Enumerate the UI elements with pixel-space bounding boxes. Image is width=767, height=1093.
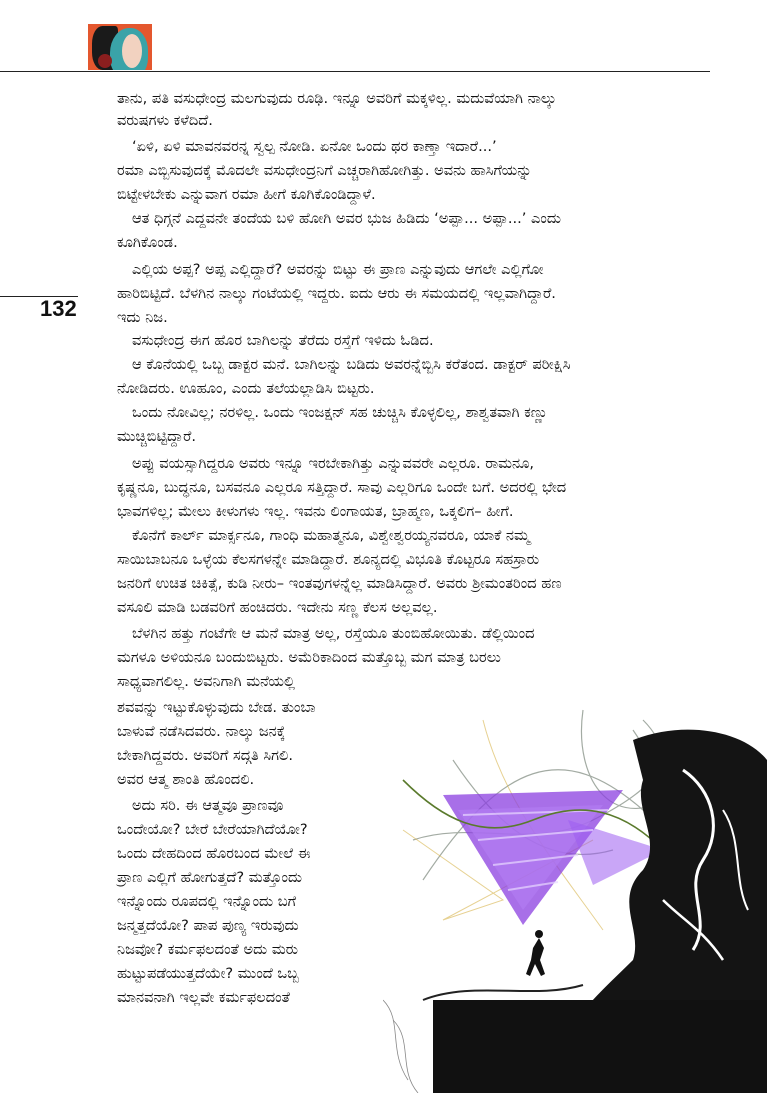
text-line: ಜನ್ಮತ್ತದೆಯೋ? ಪಾಪ ಪುಣ್ಯ ಇರುವುದು xyxy=(117,917,299,934)
text-line: ಅಪ್ಪು ವಯಸ್ಸಾಗಿದ್ದರೂ ಅವರು ಇನ್ನೂ ಇರಬೇಕಾಗಿತ್ತು ಎನ್ನುವವರೇ ಎಲ್ಲರೂ. ರಾಮನೂ, xyxy=(132,455,535,472)
text-line: ಒಂದು ನೋವಿಲ್ಲ; ನರಳಿಲ್ಲ. ಒಂದು ಇಂಜಕ್ಷನ್ ಸಹ ಚುಚ್ಚಿಸಿ ಕೊಳ್ಳಲಿಲ್ಲ, ಶಾಶ್ವತವಾಗಿ ಕಣ್ಣು xyxy=(132,404,548,421)
header-rule xyxy=(0,71,710,72)
text-line: ಮುಚ್ಚಿಬಿಟ್ಟಿದ್ದಾರೆ. xyxy=(117,428,197,445)
chapter-logo xyxy=(88,24,152,70)
text-line: ಬಿಟ್ಟೇಳಬೇಕು ಎನ್ನುವಾಗ ರಮಾ ಹೀಗೆ ಕೂಗಿಕೊಂಡಿದ್ದಾಳೆ. xyxy=(117,186,376,203)
text-line: ಆತ ಧಿಗ್ಗನೆ ಎದ್ದವನೇ ತಂದೆಯ ಬಳಿ ಹೋಗಿ ಅವರ ಭುಜ ಹಿಡಿದು ‘ಅಪ್ಪಾ... ಅಪ್ಪಾ...’ ಎಂದು xyxy=(132,210,561,227)
text-line: ಆ ಕೊನೆಯಲ್ಲಿ ಒಬ್ಬ ಡಾಕ್ಟರ ಮನೆ. ಬಾಗಿಲನ್ನು ಬಡಿದು ಅವರನ್ನೆಬ್ಬಿಸಿ ಕರೆತಂದ. ಡಾಕ್ಟರ್ ಪರೀಕ್ಷಿಸಿ xyxy=(132,356,571,373)
text-line: ಅವರ ಆತ್ಮ ಶಾಂತಿ ಹೊಂದಲಿ. xyxy=(117,771,255,788)
text-line: ಮಗಳೂ ಅಳಿಯನೂ ಬಂದುಬಿಟ್ಟರು. ಅಮೆರಿಕಾದಿಂದ ಮತ್ತೊಬ್ಬ ಮಗ ಮಾತ್ರ ಬರಲು xyxy=(117,649,501,666)
text-line: ‘ಏಳಿ, ಏಳಿ ಮಾವನವರನ್ನ ಸ್ವಲ್ಪ ನೋಡಿ. ಏನೋ ಒಂದು ಥರ ಕಾಣ್ತಾ ಇದಾರೆ...’ xyxy=(132,138,497,155)
text-line: ಪ್ರಾಣ ಎಲ್ಲಿಗೆ ಹೋಗುತ್ತದೆ? ಮತ್ತೊಂದು xyxy=(117,869,303,886)
text-line: ನಿಜವೋ? ಕರ್ಮಫಲದಂತೆ ಅದು ಮರು xyxy=(117,941,299,958)
text-line: ನೋಡಿದರು. ಊಹೂಂ, ಎಂದು ತಲೆಯಲ್ಲಾಡಿಸಿ ಬಿಟ್ಟರು. xyxy=(117,380,375,397)
text-line: ಅದು ಸರಿ. ಈ ಆತ್ಮವೂ ಪ್ರಾಣವೂ xyxy=(132,797,284,814)
text-line: ಮಾನವನಾಗಿ ಇಲ್ಲವೇ ಕರ್ಮಫಲದಂತೆ xyxy=(117,989,290,1006)
text-line: ಬೇಕಾಗಿದ್ದವರು. ಅವರಿಗೆ ಸದ್ಗತಿ ಸಿಗಲಿ. xyxy=(117,747,293,764)
text-line: ವರುಷಗಳು ಕಳೆದಿದೆ. xyxy=(117,112,213,129)
text-line: ಜನರಿಗೆ ಉಚಿತ ಚಿಕಿತ್ಸೆ, ಕುಡಿ ನೀರು– ಇಂತವುಗಳನ್ನೆಲ್ಲ ಮಾಡಿಸಿದ್ದಾರೆ. ಅವರು ಶ್ರೀಮಂತರಿಂದ ಹಣ xyxy=(117,575,562,592)
text-line: ರಮಾ ಎಬ್ಬಿಸುವುದಕ್ಕೆ ಮೊದಲೇ ವಸುಧೇಂದ್ರನಿಗೆ ಎಚ್ಚರಾಗಿಹೋಗಿತ್ತು. ಅವನು ಹಾಸಿಗೆಯನ್ನು xyxy=(117,162,532,179)
page-number: 132 xyxy=(40,296,77,321)
text-line: ಬೆಳಗಿನ ಹತ್ತು ಗಂಟೆಗೇ ಆ ಮನೆ ಮಾತ್ರ ಅಲ್ಲ, ರಸ್ತೆಯೂ ತುಂಬಿಹೋಯಿತು. ಡೆಲ್ಲಿಯಿಂದ xyxy=(132,625,535,642)
text-line: ಒಂದೇಯೋ? ಬೇರೆ ಬೇರೆಯಾಗಿದೆಯೋ? xyxy=(117,821,308,838)
text-line: ಇನ್ನೊಂದು ರೂಪದಲ್ಲಿ ಇನ್ನೊಂದು ಬಗೆ xyxy=(117,893,297,910)
text-line: ಕೊನೆಗೆ ಕಾರ್ಲ್ ಮಾರ್ಕ್ಸನೂ, ಗಾಂಧಿ ಮಹಾತ್ಮನೂ, ವಿಶ್ವೇಶ್ವರಯ್ಯನವರೂ, ಯಾಕೆ ನಮ್ಮ xyxy=(132,527,530,544)
text-line: ವಸೂಲಿ ಮಾಡಿ ಬಡವರಿಗೆ ಹಂಚಿದರು. ಇದೇನು ಸಣ್ಣ ಕೆಲಸ ಅಲ್ಲವಲ್ಲ. xyxy=(117,599,438,616)
text-line: ಎಲ್ಲಿಯ ಅಪ್ಪ? ಅಪ್ಪ ಎಲ್ಲಿದ್ದಾರೆ? ಅವರನ್ನು ಬಿಟ್ಟು ಈ ಪ್ರಾಣ ಎನ್ನುವುದು ಆಗಲೇ ಎಲ್ಲಿಗೋ xyxy=(132,261,544,278)
illustration xyxy=(383,700,767,1093)
text-line: ವಸುಧೇಂದ್ರ ಈಗ ಹೊರ ಬಾಗಿಲನ್ನು ತೆರೆದು ರಸ್ತೆಗೆ ಇಳಿದು ಓಡಿದ. xyxy=(132,332,434,349)
text-line: ಹುಟ್ಟುಪಡೆಯುತ್ತದೆಯೇ? ಮುಂದೆ ಒಬ್ಬ xyxy=(117,965,299,982)
text-line: ಕೂಗಿಕೊಂಡ. xyxy=(117,234,178,251)
text-line: ಒಂದು ದೇಹದಿಂದ ಹೊರಬಂದ ಮೇಲೆ ಈ xyxy=(117,845,311,862)
text-line: ಹಾರಿಬಿಟ್ಟಿದೆ. ಬೆಳಗಿನ ನಾಲ್ಕು ಗಂಟೆಯಲ್ಲಿ ಇದ್ದರು. ಐದು ಆರು ಈ ಸಮಯದಲ್ಲಿ ಇಲ್ಲವಾಗಿದ್ದಾರೆ. xyxy=(117,285,556,302)
text-line: ಸಾಯಿಬಾಬನೂ ಒಳ್ಳೆಯ ಕೆಲಸಗಳನ್ನೇ ಮಾಡಿದ್ದಾರೆ. ಶೂನ್ಯದಲ್ಲಿ ವಿಭೂತಿ ಕೊಟ್ಟರೂ ಸಹಸ್ರಾರು xyxy=(117,551,540,568)
text-line: ತಾನು, ಪತಿ ವಸುಧೇಂದ್ರ ಮಲಗುವುದು ರೂಢಿ. ಇನ್ನೂ ಅವರಿಗೆ ಮಕ್ಕಳಿಲ್ಲ. ಮದುವೆಯಾಗಿ ನಾಲ್ಕು xyxy=(117,90,557,107)
text-line: ಸಾಧ್ಯವಾಗಲಿಲ್ಲ. ಅವನಿಗಾಗಿ ಮನೆಯಲ್ಲಿ xyxy=(117,673,296,690)
text-line: ಬಾಳುವೆ ನಡೆಸಿದವರು. ನಾಲ್ಕು ಜನಕ್ಕೆ xyxy=(117,723,286,740)
text-line: ಶವವನ್ನು ಇಟ್ಟುಕೊಳ್ಳುವುದು ಬೇಡ. ತುಂಬಾ xyxy=(117,699,316,716)
text-line: ಇದು ನಿಜ. xyxy=(117,309,168,326)
text-line: ಭಾವಗಳಿಲ್ಲ; ಮೇಲು ಕೀಳುಗಳು ಇಲ್ಲ. ಇವನು ಲಿಂಗಾಯತ, ಬ್ರಾಹ್ಮಣ, ಒಕ್ಕಲಿಗ– ಹೀಗೆ. xyxy=(117,503,514,520)
text-line: ಕೃಷ್ಣನೂ, ಬುದ್ಧನೂ, ಬಸವನೂ ಎಲ್ಲರೂ ಸತ್ತಿದ್ದಾರೆ. ಸಾವು ಎಲ್ಲರಿಗೂ ಒಂದೇ ಬಗೆ. ಅದರಲ್ಲಿ ಭೇದ xyxy=(117,479,567,496)
